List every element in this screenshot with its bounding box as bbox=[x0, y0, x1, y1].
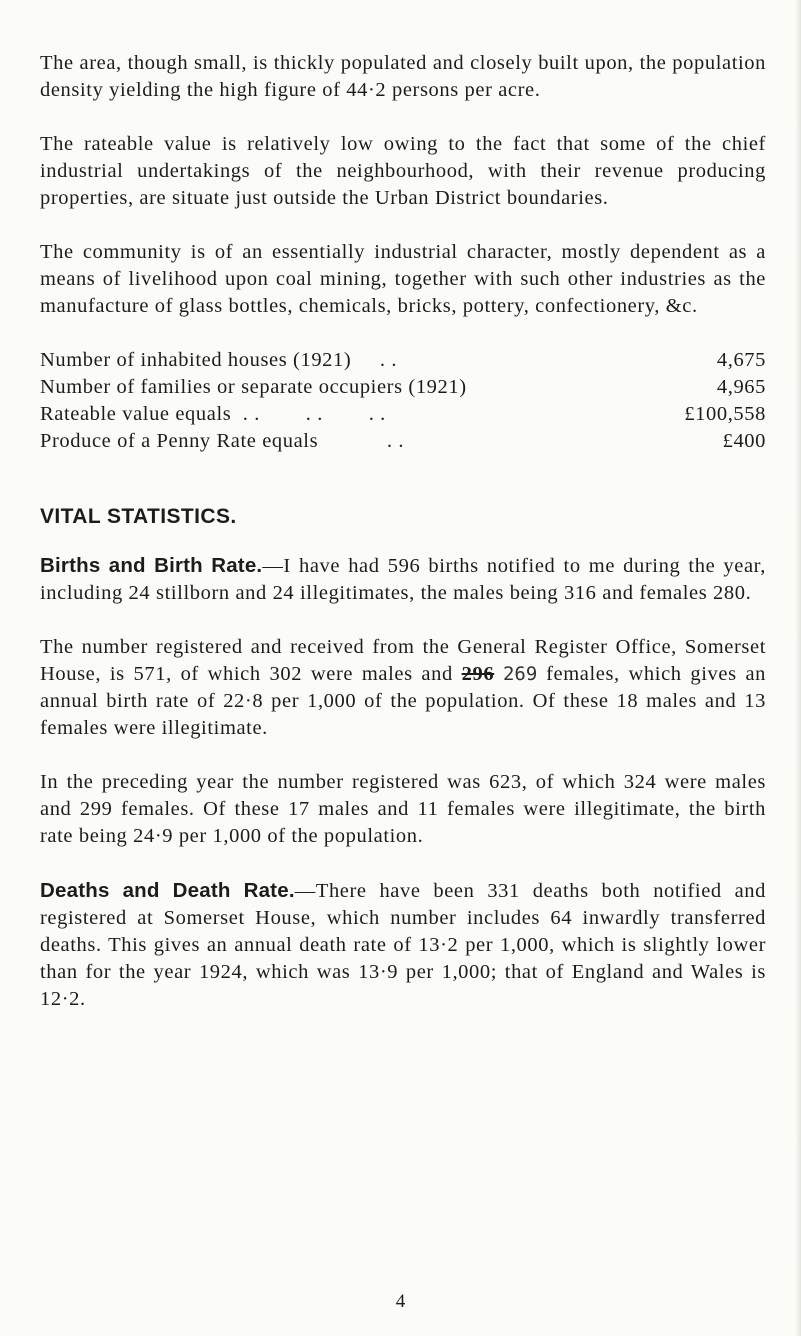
intro-paragraph-community: The community is of an essentially industrial character, mostly dependent as a means of livelihood upon coal mining, together with such other industries as the manufacture of glass bottles, chemicals, bricks, pottery, confectionery, &c. bbox=[40, 241, 766, 317]
struck-out-number: 296 bbox=[461, 663, 495, 685]
intro-paragraph-density: The area, though small, is thickly populated and closely built upon, the population density yielding the high figure of 44·2 persons per acre. bbox=[40, 52, 766, 101]
stat-row-families bbox=[40, 374, 766, 401]
page-number: 4 bbox=[395, 1291, 406, 1312]
stat-value: £100,558 bbox=[684, 403, 766, 425]
document-page bbox=[40, 50, 766, 1040]
stat-label: Produce of a Penny Rate equals . . bbox=[40, 430, 405, 452]
stat-label: Number of inhabited houses (1921) . . bbox=[40, 349, 398, 371]
intro-paragraph-rateable-value: The rateable value is relatively low owing to the fact that some of the chief industrial undertakings of the neighbourhood, with their revenue producing properties, are situate just outside the Urban District boundaries. bbox=[40, 133, 766, 209]
births-registered-text-a: The number registered and received from the General Register Office, Somerset House, is 571, of which 302 were males and bbox=[40, 636, 766, 685]
stat-label: Rateable value equals . . . . . . bbox=[40, 403, 386, 425]
stat-value: 4,965 bbox=[716, 376, 766, 398]
deaths-run-in-heading: Deaths and Death Rate. bbox=[40, 879, 295, 902]
stat-row-rateable-value bbox=[40, 401, 766, 428]
preceding-year-paragraph: In the preceding year the number registered was 623, of which 324 were males and 299 females. Of these 17 males and 11 females were illegitimate, the birth rate being 24·9 per 1,000 of the population. bbox=[40, 771, 766, 847]
page-edge-shadow bbox=[795, 0, 801, 1336]
deaths-paragraph bbox=[40, 877, 766, 1013]
births-paragraph bbox=[40, 552, 766, 607]
stat-value: 4,675 bbox=[716, 349, 766, 371]
stat-label: Number of families or separate occupiers (1921) bbox=[40, 376, 467, 398]
handwritten-correction: 269 bbox=[502, 663, 538, 685]
deaths-text: —There have been 331 deaths both notified and registered at Somerset House, which number includes 64 inwardly transferred deaths. This gives an annual death rate of 13·2 per 1,000, which is slightly lower than for the year 1924, which was 13·9 per 1,000; that of England and Wales is 12·2. bbox=[40, 880, 767, 1010]
births-registered-paragraph bbox=[40, 634, 766, 742]
stat-row-inhabited-houses bbox=[40, 347, 766, 374]
stat-value: £400 bbox=[722, 430, 766, 452]
statistics-list bbox=[40, 347, 766, 455]
births-text: —I have had 596 births notified to me during the year, including 24 stillborn and 24 illegitimates, the males being 316 and females 280. bbox=[40, 555, 766, 604]
births-registered-text-b: females, which gives an annual birth rate of 22·8 per 1,000 of the population. Of these 18 males and 13 females were illegitimate. bbox=[40, 663, 766, 739]
section-heading-vital-statistics: VITAL STATISTICS. bbox=[40, 505, 237, 528]
stat-row-penny-rate bbox=[40, 428, 766, 455]
births-run-in-heading: Births and Birth Rate. bbox=[40, 554, 263, 577]
